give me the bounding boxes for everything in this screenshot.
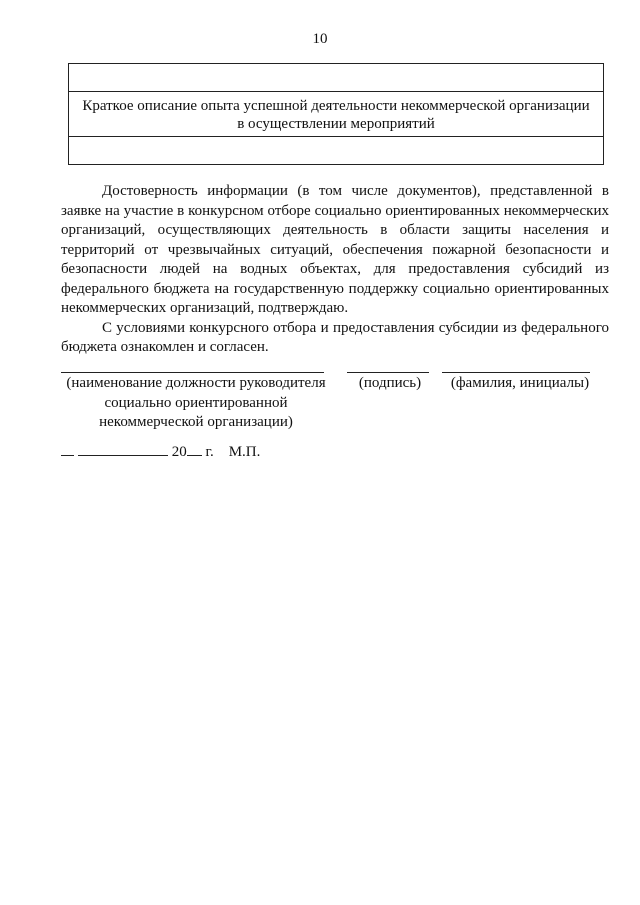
table-row-title: Краткое описание опыта успешной деятельности некоммерческой организации в осуществлении мероприятий: [82, 98, 590, 132]
month-blank: [78, 442, 168, 456]
declaration-paragraph-2: С условиями конкурсного отбора и предоставления субсидии из федерального бюджета ознакомлен и согласен.: [61, 319, 609, 355]
year-blank: [187, 442, 202, 456]
position-signature-line: [61, 372, 324, 373]
date-field: [61, 442, 260, 461]
declaration-paragraph-1: Достоверность информации (в том числе документов), представленной в заявке на участие в конкурсном отборе социально ориентированных некоммерческих организаций, осуществляющих деятельность в области защиты населения и территорий от чрезвычайных ситуаций, обеспечения пожарной безопасности и безопасности людей на водных объектах, для предоставления субсидий из федерального бюджета на государственную поддержку социально ориентированных некоммерческих организаций, подтверждаю.: [61, 183, 609, 316]
name-signature-line: [442, 372, 590, 373]
table-row-empty-top: [69, 64, 603, 92]
page-number: 10: [312, 31, 328, 47]
signature-line: [347, 372, 429, 373]
signature-caption: (подпись): [358, 375, 422, 391]
year-suffix: г.: [205, 444, 214, 460]
stamp-label: М.П.: [228, 444, 261, 460]
info-table: [68, 63, 604, 165]
table-row-empty-bottom: [69, 136, 603, 164]
day-blank: [61, 442, 74, 456]
year-prefix: 20: [171, 444, 187, 460]
position-caption: (наименование должности руководителя социально ориентированной некоммерческой организации): [66, 375, 326, 430]
declaration-text: [61, 182, 609, 358]
name-caption: (фамилия, инициалы): [450, 375, 590, 391]
